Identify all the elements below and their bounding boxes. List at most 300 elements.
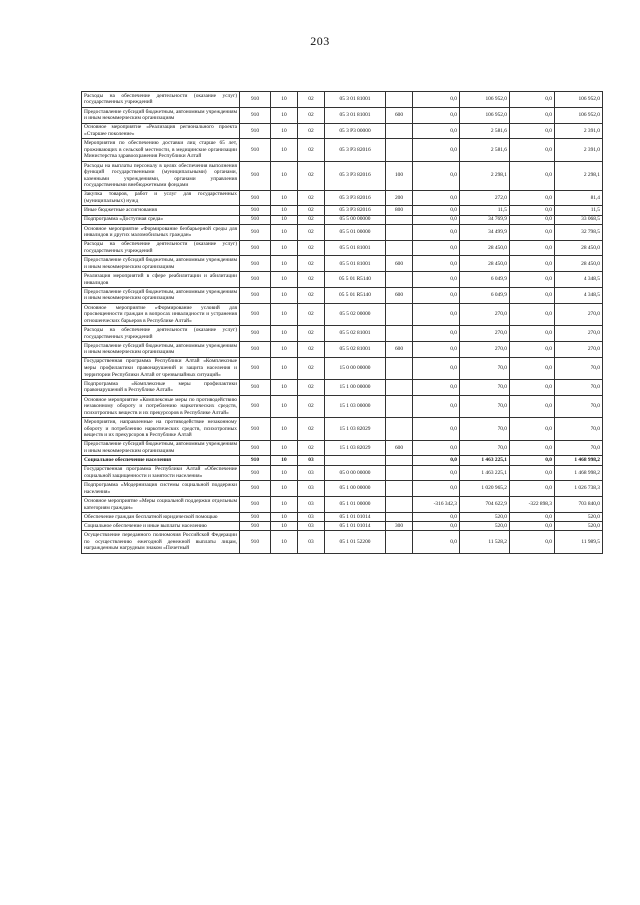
expense-type-code: 100: [386, 161, 413, 190]
row-name: Расходы на обеспечение деятельности (оказание услуг) государственных учреждений: [82, 326, 240, 342]
admin-code: 910: [240, 190, 271, 206]
admin-code: 910: [240, 522, 271, 531]
expense-type-code: [386, 497, 413, 513]
sum-amount-2: 81,4: [555, 190, 603, 206]
change-amount-1: 0,0: [413, 531, 460, 553]
target-article-code: 05 5 02 81001: [325, 341, 386, 357]
target-article-code: 15 1 03 82029: [325, 418, 386, 440]
row-name: Основное мероприятие «Реализация регионального проекта «Старшее поколение»: [82, 123, 240, 139]
sum-amount-1: 272,0: [460, 190, 510, 206]
admin-code: 910: [240, 139, 271, 161]
change-amount-2: 0,0: [510, 206, 555, 215]
sum-amount-1: 1 020 965,2: [460, 481, 510, 497]
section-code: 10: [271, 92, 298, 108]
sum-amount-2: 2 391,0: [555, 123, 603, 139]
subsection-code: 03: [298, 531, 325, 553]
admin-code: 910: [240, 206, 271, 215]
target-article-code: 05 3 P3 82016: [325, 139, 386, 161]
target-article-code: 15 1 03 00000: [325, 395, 386, 417]
change-amount-2: 0,0: [510, 303, 555, 325]
row-name: Обеспечение граждан бесплатной юридической помощью: [82, 512, 240, 521]
expense-type-code: 300: [386, 522, 413, 531]
change-amount-2: 0,0: [510, 256, 555, 272]
admin-code: 910: [240, 395, 271, 417]
section-code: 10: [271, 357, 298, 379]
expense-type-code: [386, 531, 413, 553]
table-row: [82, 224, 603, 240]
sum-amount-2: 2 298,1: [555, 161, 603, 190]
subsection-code: 02: [298, 380, 325, 396]
section-code: 10: [271, 522, 298, 531]
change-amount-1: 0,0: [413, 303, 460, 325]
sum-amount-2: 70,0: [555, 395, 603, 417]
section-code: 10: [271, 287, 298, 303]
table-row: [82, 240, 603, 256]
target-article-code: 05 5 01 81001: [325, 256, 386, 272]
table-row: [82, 522, 603, 531]
change-amount-1: 0,0: [413, 522, 460, 531]
target-article-code: 05 5 01 81001: [325, 240, 386, 256]
sum-amount-2: 33 068,5: [555, 215, 603, 224]
admin-code: 910: [240, 465, 271, 481]
page-number: 203: [310, 34, 330, 48]
change-amount-1: 0,0: [413, 287, 460, 303]
subsection-code: 02: [298, 161, 325, 190]
subsection-code: 03: [298, 465, 325, 481]
subsection-code: 02: [298, 287, 325, 303]
target-article-code: 05 1 00 00000: [325, 481, 386, 497]
subsection-code: 02: [298, 256, 325, 272]
table-row: [82, 456, 603, 465]
subsection-code: 02: [298, 139, 325, 161]
sum-amount-1: 270,0: [460, 341, 510, 357]
change-amount-2: 0,0: [510, 92, 555, 108]
sum-amount-1: 6 049,9: [460, 287, 510, 303]
change-amount-1: 0,0: [413, 240, 460, 256]
row-name: Расходы на выплаты персоналу в целях обеспечения выполнения функций государственными (муниципальными) органами, казенными учреждениями, органами управления государственными внебюджетными фондами: [82, 161, 240, 190]
target-article-code: 15 1 00 00000: [325, 380, 386, 396]
subsection-code: 02: [298, 190, 325, 206]
table-row: [82, 92, 603, 108]
table-row: [82, 161, 603, 190]
change-amount-1: 0,0: [413, 206, 460, 215]
admin-code: 910: [240, 512, 271, 521]
admin-code: 910: [240, 440, 271, 456]
section-code: 10: [271, 206, 298, 215]
table-row: [82, 497, 603, 513]
admin-code: 910: [240, 303, 271, 325]
section-code: 10: [271, 341, 298, 357]
row-name: Подпрограмма «Доступная среда»: [82, 215, 240, 224]
table-row: [82, 139, 603, 161]
table-row: [82, 272, 603, 288]
sum-amount-1: 28 450,0: [460, 240, 510, 256]
row-name: Подпрограмма «Комплексные меры профилактики правонарушений в Республике Алтай»: [82, 380, 240, 396]
subsection-code: 02: [298, 215, 325, 224]
subsection-code: 03: [298, 481, 325, 497]
row-name: Предоставление субсидий бюджетным, автономным учреждениям и иным некоммерческим организациям: [82, 287, 240, 303]
budget-table: [81, 91, 603, 554]
target-article-code: 05 5 01 R5140: [325, 272, 386, 288]
sum-amount-1: 70,0: [460, 395, 510, 417]
table-row: [82, 481, 603, 497]
table-row: [82, 440, 603, 456]
sum-amount-2: 1 468 998,2: [555, 456, 603, 465]
target-article-code: 15 1 03 82029: [325, 440, 386, 456]
expense-type-code: [386, 512, 413, 521]
expense-type-code: 600: [386, 107, 413, 123]
section-code: 10: [271, 139, 298, 161]
expense-type-code: [386, 303, 413, 325]
subsection-code: 02: [298, 418, 325, 440]
change-amount-1: 0,0: [413, 215, 460, 224]
subsection-code: 03: [298, 456, 325, 465]
table-row: [82, 341, 603, 357]
sum-amount-1: 2 581,6: [460, 123, 510, 139]
table-row: [82, 531, 603, 553]
change-amount-1: 0,0: [413, 326, 460, 342]
subsection-code: 02: [298, 395, 325, 417]
sum-amount-2: 1 468 998,2: [555, 465, 603, 481]
sum-amount-2: 70,0: [555, 418, 603, 440]
admin-code: 910: [240, 107, 271, 123]
expense-type-code: [386, 395, 413, 417]
sum-amount-1: 34 769,9: [460, 215, 510, 224]
section-code: 10: [271, 531, 298, 553]
target-article-code: 05 1 01 52200: [325, 531, 386, 553]
row-name: Расходы на обеспечение деятельности (оказание услуг) государственных учреждений: [82, 240, 240, 256]
subsection-code: 02: [298, 440, 325, 456]
sum-amount-2: 270,0: [555, 303, 603, 325]
change-amount-2: 0,0: [510, 107, 555, 123]
expense-type-code: [386, 418, 413, 440]
target-article-code: 05 5 02 00000: [325, 303, 386, 325]
row-name: Осуществление переданного полномочия Российской Федерации по осуществлению ежегодной денежной выплаты лицам, награжденным нагрудным знаком «Почетный: [82, 531, 240, 553]
change-amount-1: 0,0: [413, 139, 460, 161]
section-code: 10: [271, 465, 298, 481]
expense-type-code: [386, 380, 413, 396]
expense-type-code: [386, 357, 413, 379]
sum-amount-2: 106 952,0: [555, 92, 603, 108]
row-name: Основное мероприятие «Комплексные меры по противодействию незаконному обороту и потреблению наркотических средств, психотропных веществ и их прекурсоров в Республике Алтай»: [82, 395, 240, 417]
sum-amount-2: 106 952,0: [555, 107, 603, 123]
table-row: [82, 256, 603, 272]
table-row: [82, 107, 603, 123]
row-name: Социальное обеспечение населения: [82, 456, 240, 465]
sum-amount-1: 11 528,2: [460, 531, 510, 553]
subsection-code: 02: [298, 206, 325, 215]
change-amount-1: 0,0: [413, 418, 460, 440]
subsection-code: 02: [298, 92, 325, 108]
target-article-code: 05 5 00 00000: [325, 215, 386, 224]
expense-type-code: [386, 224, 413, 240]
expense-type-code: [386, 272, 413, 288]
section-code: 10: [271, 497, 298, 513]
change-amount-2: 0,0: [510, 531, 555, 553]
sum-amount-2: 2 391,0: [555, 139, 603, 161]
subsection-code: 03: [298, 522, 325, 531]
change-amount-1: -316 342,3: [413, 497, 460, 513]
section-code: 10: [271, 456, 298, 465]
admin-code: 910: [240, 287, 271, 303]
expense-type-code: [386, 465, 413, 481]
sum-amount-1: 520,0: [460, 522, 510, 531]
change-amount-2: 0,0: [510, 190, 555, 206]
section-code: 10: [271, 123, 298, 139]
expense-type-code: [386, 123, 413, 139]
change-amount-2: 0,0: [510, 326, 555, 342]
change-amount-1: 0,0: [413, 512, 460, 521]
change-amount-1: 0,0: [413, 161, 460, 190]
target-article-code: 05 1 01 01014: [325, 522, 386, 531]
expense-type-code: [386, 481, 413, 497]
sum-amount-2: 28 450,0: [555, 256, 603, 272]
admin-code: 910: [240, 456, 271, 465]
section-code: 10: [271, 380, 298, 396]
sum-amount-2: 32 798,5: [555, 224, 603, 240]
target-article-code: 05 3 P3 00000: [325, 123, 386, 139]
change-amount-2: 0,0: [510, 287, 555, 303]
admin-code: 910: [240, 92, 271, 108]
change-amount-2: 0,0: [510, 123, 555, 139]
sum-amount-1: 70,0: [460, 418, 510, 440]
change-amount-2: 0,0: [510, 240, 555, 256]
row-name: Мероприятия, направленные на противодействие незаконному обороту и потреблению наркотических средств, психотропных веществ и их прекурсоров в Республике Алтай: [82, 418, 240, 440]
change-amount-2: 0,0: [510, 465, 555, 481]
subsection-code: 02: [298, 303, 325, 325]
expense-type-code: [386, 92, 413, 108]
section-code: 10: [271, 107, 298, 123]
section-code: 10: [271, 326, 298, 342]
change-amount-2: 0,0: [510, 456, 555, 465]
row-name: Подпрограмма «Модернизация системы социальной поддержки населения»: [82, 481, 240, 497]
admin-code: 910: [240, 341, 271, 357]
section-code: 10: [271, 303, 298, 325]
change-amount-1: 0,0: [413, 380, 460, 396]
change-amount-2: 0,0: [510, 418, 555, 440]
sum-amount-1: 2 581,6: [460, 139, 510, 161]
change-amount-1: 0,0: [413, 92, 460, 108]
change-amount-2: 0,0: [510, 139, 555, 161]
sum-amount-2: 4 348,5: [555, 272, 603, 288]
sum-amount-1: 2 298,1: [460, 161, 510, 190]
table-row: [82, 418, 603, 440]
change-amount-1: 0,0: [413, 440, 460, 456]
sum-amount-1: 270,0: [460, 303, 510, 325]
section-code: 10: [271, 512, 298, 521]
expense-type-code: [386, 215, 413, 224]
table-row: [82, 512, 603, 521]
section-code: 10: [271, 256, 298, 272]
budget-table-body: [82, 92, 603, 554]
sum-amount-2: 11,5: [555, 206, 603, 215]
section-code: 10: [271, 395, 298, 417]
section-code: 10: [271, 418, 298, 440]
change-amount-2: 0,0: [510, 380, 555, 396]
sum-amount-2: 4 348,5: [555, 287, 603, 303]
change-amount-1: 0,0: [413, 395, 460, 417]
sum-amount-2: 11 989,5: [555, 531, 603, 553]
change-amount-2: 0,0: [510, 215, 555, 224]
section-code: 10: [271, 481, 298, 497]
sum-amount-2: 70,0: [555, 380, 603, 396]
change-amount-2: -322 898,3: [510, 497, 555, 513]
table-row: [82, 303, 603, 325]
subsection-code: 02: [298, 240, 325, 256]
admin-code: 910: [240, 272, 271, 288]
table-row: [82, 465, 603, 481]
admin-code: 910: [240, 224, 271, 240]
change-amount-1: 0,0: [413, 256, 460, 272]
sum-amount-2: 28 450,0: [555, 240, 603, 256]
expense-type-code: [386, 240, 413, 256]
subsection-code: 02: [298, 272, 325, 288]
expense-type-code: [386, 326, 413, 342]
target-article-code: 05 3 01 81001: [325, 107, 386, 123]
change-amount-2: 0,0: [510, 341, 555, 357]
subsection-code: 02: [298, 341, 325, 357]
target-article-code: 15 0 00 00000: [325, 357, 386, 379]
row-name: Государственная программа Республики Алтай «Комплексные меры профилактики правонарушений и защита населения и территории Республики Алтай от чрезвычайных ситуаций»: [82, 357, 240, 379]
target-article-code: 05 5 02 81001: [325, 326, 386, 342]
target-article-code: [325, 456, 386, 465]
sum-amount-2: 270,0: [555, 341, 603, 357]
row-name: Предоставление субсидий бюджетным, автономным учреждениям и иным некоммерческим организациям: [82, 256, 240, 272]
row-name: Реализация мероприятий в сфере реабилитации и абилитации инвалидов: [82, 272, 240, 288]
sum-amount-1: 520,0: [460, 512, 510, 521]
row-name: Социальное обеспечение и иные выплаты населению: [82, 522, 240, 531]
admin-code: 910: [240, 326, 271, 342]
row-name: Расходы на обеспечение деятельности (оказание услуг) государственных учреждений: [82, 92, 240, 108]
target-article-code: 05 1 01 00000: [325, 497, 386, 513]
section-code: 10: [271, 440, 298, 456]
change-amount-1: 0,0: [413, 481, 460, 497]
change-amount-2: 0,0: [510, 161, 555, 190]
change-amount-2: 0,0: [510, 512, 555, 521]
sum-amount-1: 6 049,9: [460, 272, 510, 288]
sum-amount-2: 270,0: [555, 326, 603, 342]
table-row: [82, 190, 603, 206]
expense-type-code: 600: [386, 256, 413, 272]
target-article-code: 05 3 P3 82016: [325, 206, 386, 215]
change-amount-2: 0,0: [510, 522, 555, 531]
change-amount-2: 0,0: [510, 272, 555, 288]
table-row: [82, 357, 603, 379]
target-article-code: 05 5 01 00000: [325, 224, 386, 240]
table-row: [82, 380, 603, 396]
subsection-code: 02: [298, 123, 325, 139]
sum-amount-1: 270,0: [460, 326, 510, 342]
change-amount-2: 0,0: [510, 224, 555, 240]
expense-type-code: 800: [386, 206, 413, 215]
target-article-code: 05 5 01 R5140: [325, 287, 386, 303]
sum-amount-1: 70,0: [460, 380, 510, 396]
section-code: 10: [271, 272, 298, 288]
change-amount-1: 0,0: [413, 123, 460, 139]
sum-amount-1: 106 952,0: [460, 107, 510, 123]
row-name: Мероприятия по обеспечению доставки лиц старше 65 лет, проживающих в сельской местности, в медицинские организации Министерства здравоохранения Республики Алтай: [82, 139, 240, 161]
expense-type-code: [386, 456, 413, 465]
target-article-code: 05 3 01 81001: [325, 92, 386, 108]
row-name: Предоставление субсидий бюджетным, автономным учреждениям и иным некоммерческим организациям: [82, 440, 240, 456]
change-amount-2: 0,0: [510, 395, 555, 417]
change-amount-1: 0,0: [413, 272, 460, 288]
target-article-code: 05 0 00 00000: [325, 465, 386, 481]
sum-amount-1: 70,0: [460, 440, 510, 456]
expense-type-code: 600: [386, 341, 413, 357]
sum-amount-2: 1 026 738,3: [555, 481, 603, 497]
table-row: [82, 123, 603, 139]
row-name: Государственная программа Республики Алтай «Обеспечение социальной защищенности и занятости населения»: [82, 465, 240, 481]
row-name: Иные бюджетные ассигнования: [82, 206, 240, 215]
sum-amount-2: 70,0: [555, 357, 603, 379]
target-article-code: 05 3 P3 82016: [325, 190, 386, 206]
table-row: [82, 326, 603, 342]
table-row: [82, 287, 603, 303]
sum-amount-1: 28 450,0: [460, 256, 510, 272]
subsection-code: 03: [298, 512, 325, 521]
row-name: Предоставление субсидий бюджетным, автономным учреждениям и иным некоммерческим организациям: [82, 107, 240, 123]
sum-amount-1: 106 952,0: [460, 92, 510, 108]
change-amount-1: 0,0: [413, 107, 460, 123]
change-amount-2: 0,0: [510, 481, 555, 497]
sum-amount-2: 520,0: [555, 522, 603, 531]
subsection-code: 02: [298, 326, 325, 342]
section-code: 10: [271, 224, 298, 240]
section-code: 10: [271, 215, 298, 224]
change-amount-2: 0,0: [510, 357, 555, 379]
sum-amount-1: 704 622,9: [460, 497, 510, 513]
change-amount-1: 0,0: [413, 341, 460, 357]
sum-amount-1: 1 463 225,1: [460, 456, 510, 465]
section-code: 10: [271, 190, 298, 206]
row-name: Основное мероприятие «Меры социальной поддержки отдельным категориям граждан»: [82, 497, 240, 513]
admin-code: 910: [240, 380, 271, 396]
sum-amount-2: 70,0: [555, 440, 603, 456]
admin-code: 910: [240, 531, 271, 553]
expense-type-code: [386, 139, 413, 161]
table-row: [82, 215, 603, 224]
admin-code: 910: [240, 123, 271, 139]
row-name: Закупка товаров, работ и услуг для государственных (муниципальных) нужд: [82, 190, 240, 206]
change-amount-1: 0,0: [413, 456, 460, 465]
table-row: [82, 206, 603, 215]
row-name: Основное мероприятие «Формирование безбарьерной среды для инвалидов и других маломобильных граждан»: [82, 224, 240, 240]
expense-type-code: 600: [386, 287, 413, 303]
expense-type-code: 600: [386, 440, 413, 456]
section-code: 10: [271, 161, 298, 190]
subsection-code: 03: [298, 497, 325, 513]
admin-code: 910: [240, 357, 271, 379]
sum-amount-1: 1 463 225,1: [460, 465, 510, 481]
sum-amount-1: 34 499,9: [460, 224, 510, 240]
change-amount-1: 0,0: [413, 224, 460, 240]
admin-code: 910: [240, 215, 271, 224]
row-name: Основное мероприятие «Формирование условий для просвещенности граждан в вопросах инвалидности и устранения отношенческих барьеров в Республике Алтай»: [82, 303, 240, 325]
admin-code: 910: [240, 418, 271, 440]
change-amount-1: 0,0: [413, 190, 460, 206]
admin-code: 910: [240, 256, 271, 272]
subsection-code: 02: [298, 107, 325, 123]
change-amount-1: 0,0: [413, 357, 460, 379]
admin-code: 910: [240, 481, 271, 497]
sum-amount-1: 70,0: [460, 357, 510, 379]
admin-code: 910: [240, 161, 271, 190]
target-article-code: 05 3 P3 82016: [325, 161, 386, 190]
subsection-code: 02: [298, 357, 325, 379]
section-code: 10: [271, 240, 298, 256]
sum-amount-1: 11,5: [460, 206, 510, 215]
